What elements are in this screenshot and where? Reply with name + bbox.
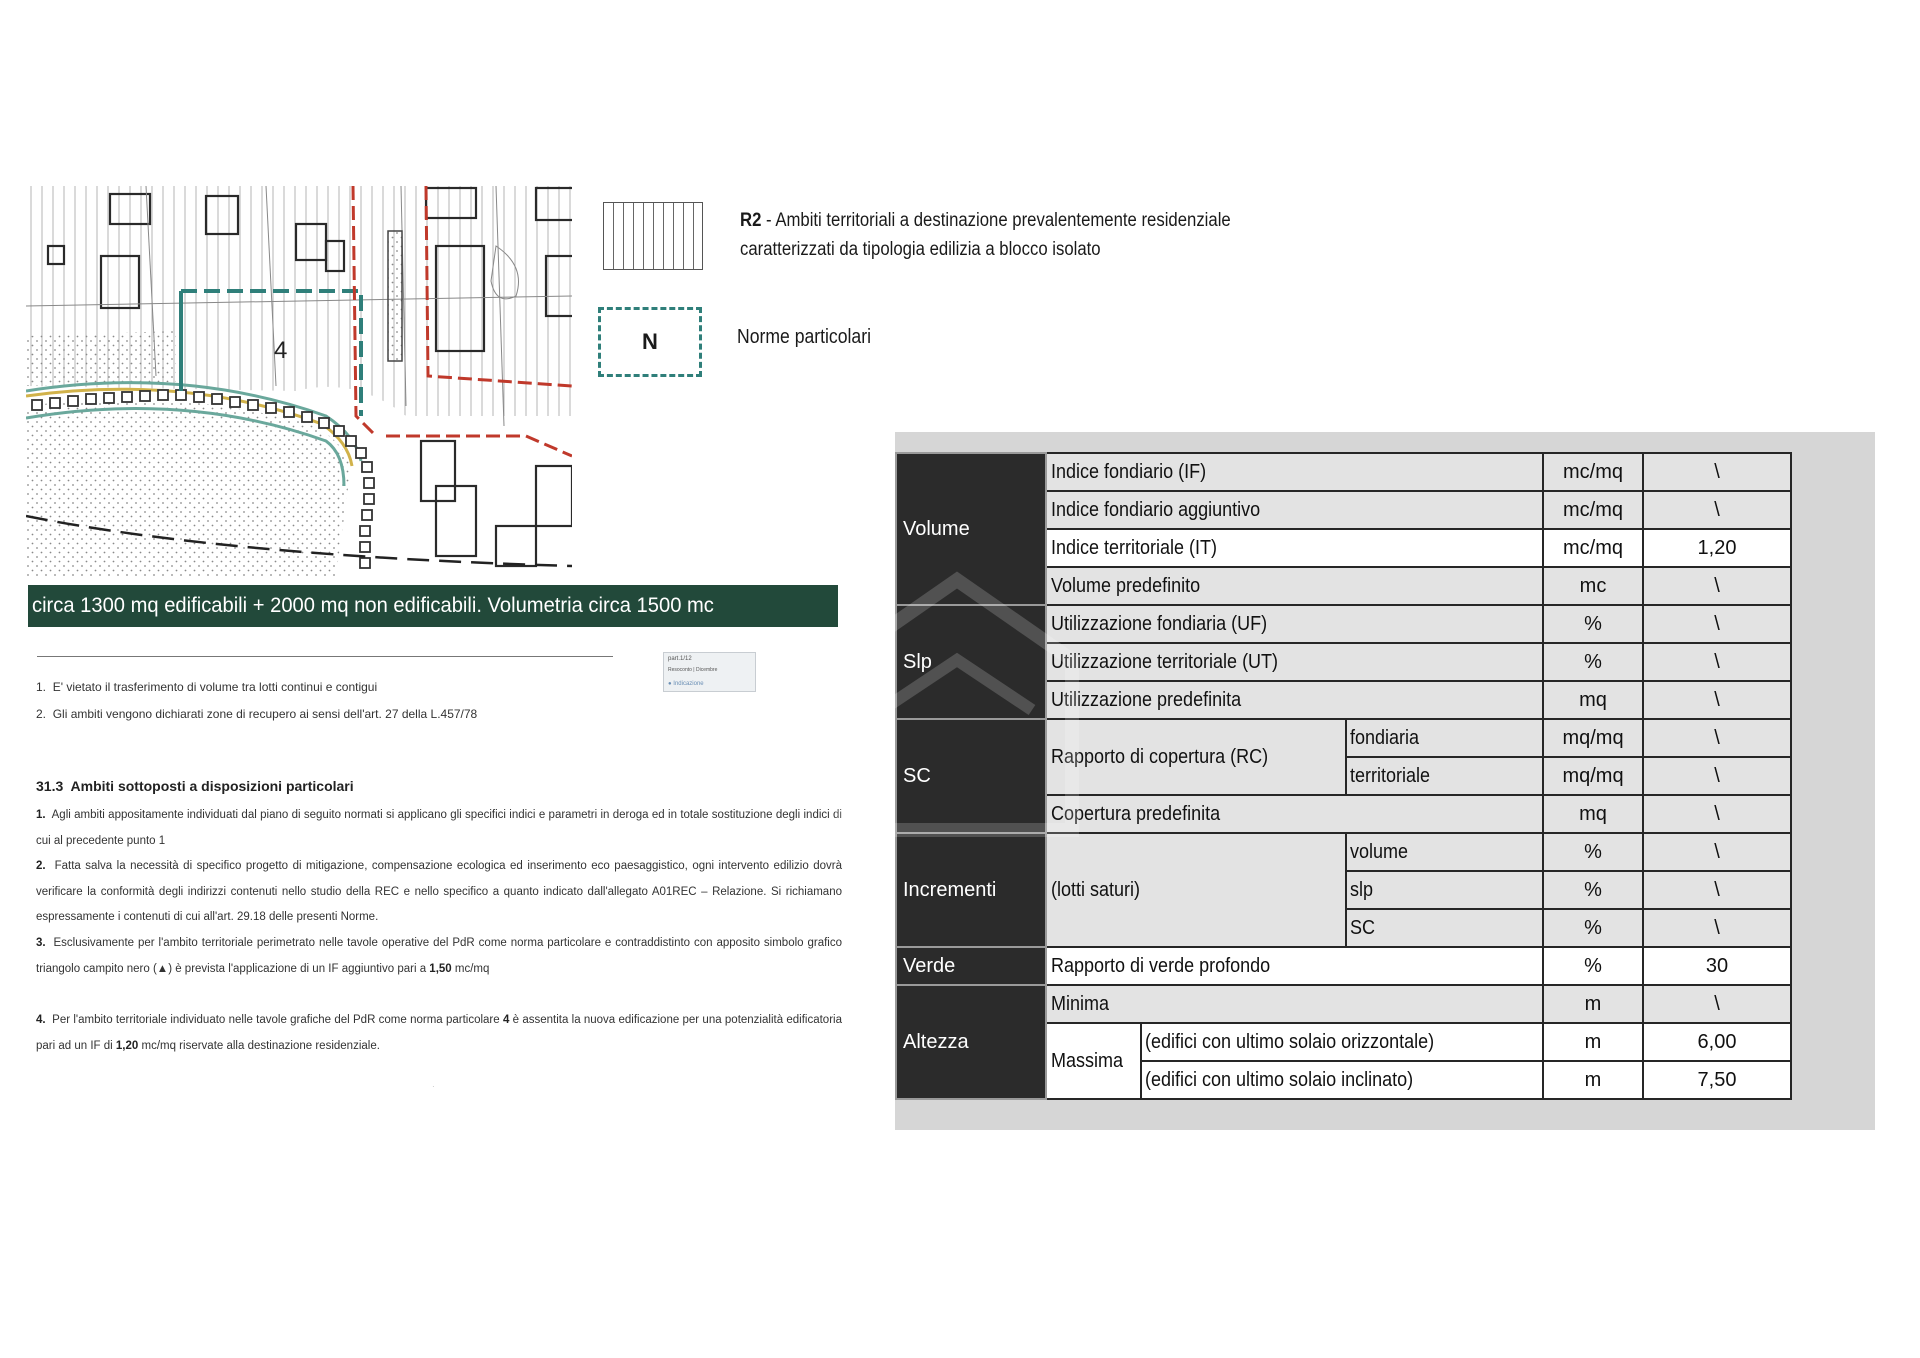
legend-r2-line2: caratterizzati da tipologia edilizia a blocco isolato <box>740 239 1101 260</box>
row-unit: % <box>1543 947 1643 985</box>
paragraph-text: mc/mq riservate alla destinazione residenziale. <box>138 1039 380 1052</box>
row-value: \ <box>1643 605 1791 643</box>
section-paragraph-4 <box>36 1008 842 1059</box>
table-row <box>896 719 1791 757</box>
map-parcel-number: 4 <box>274 337 288 364</box>
row-label: Utilizzazione territoriale (UT) <box>1046 643 1543 681</box>
note-item-1 <box>36 680 377 694</box>
section-paragraph-1 <box>36 803 842 854</box>
paragraph-text: Per l'ambito territoriale individuato nelle tavole grafiche del PdR come norma particolare <box>52 1014 503 1026</box>
paragraph-text: mc/mq <box>451 962 490 975</box>
row-value: \ <box>1643 491 1791 529</box>
row-sublabel: territoriale <box>1346 757 1543 795</box>
stamp-line-3: ● Indicazione <box>668 681 704 687</box>
section-title: Ambiti sottoposti a disposizioni particolari <box>70 778 354 794</box>
row-label: Utilizzazione fondiaria (UF) <box>1046 605 1543 643</box>
table-row <box>896 453 1791 491</box>
row-label: Volume predefinito <box>1046 567 1543 605</box>
row-unit: % <box>1543 643 1643 681</box>
row-label: Indice fondiario aggiuntivo <box>1046 491 1543 529</box>
row-value: \ <box>1643 643 1791 681</box>
row-label: Copertura predefinita <box>1046 795 1543 833</box>
legend-r2-swatch <box>603 202 703 270</box>
urban-parameters-table <box>895 452 1792 1100</box>
row-value: 7,50 <box>1643 1061 1791 1099</box>
paragraph-bold-value: 4 <box>502 1014 510 1026</box>
paragraph-number: 2. <box>36 860 46 872</box>
row-sublabel: slp <box>1346 871 1543 909</box>
row-sublabel: (edifici con ultimo solaio inclinato) <box>1141 1061 1543 1099</box>
row-sublabel: fondiaria <box>1346 719 1543 757</box>
row-value: 6,00 <box>1643 1023 1791 1061</box>
legend-n-label: Norme particolari <box>737 326 871 348</box>
category-slp: Slp <box>896 605 1046 719</box>
stamp-line-1: part.1/12 <box>668 656 692 662</box>
paragraph-number: 3. <box>36 937 46 949</box>
row-unit: % <box>1543 909 1643 947</box>
category-volume: Volume <box>896 453 1046 605</box>
row-unit: mq/mq <box>1543 719 1643 757</box>
note-text: E' vietato il trasferimento di volume tra lotti continui e contigui <box>52 680 378 694</box>
table-row <box>896 985 1791 1023</box>
row-value: 1,20 <box>1643 529 1791 567</box>
row-label: Utilizzazione predefinita <box>1046 681 1543 719</box>
zoning-map-drawing <box>26 186 572 576</box>
category-verde: Verde <box>896 947 1046 985</box>
row-label: Rapporto di copertura (RC) <box>1046 719 1346 795</box>
row-label: Minima <box>1046 985 1543 1023</box>
row-unit: % <box>1543 605 1643 643</box>
legend-n-symbol: N <box>642 329 658 354</box>
row-sublabel: SC <box>1346 909 1543 947</box>
row-label: Rapporto di verde profondo <box>1046 947 1543 985</box>
row-unit: % <box>1543 833 1643 871</box>
paragraph-bold-value: 1,20 <box>115 1039 139 1052</box>
document-stamp <box>663 652 756 692</box>
area-summary-banner <box>28 585 838 627</box>
zoning-map-excerpt <box>26 186 572 576</box>
paragraph-number: 4. <box>36 1014 46 1026</box>
scan-mark: · <box>432 1082 435 1091</box>
row-unit: m <box>1543 1023 1643 1061</box>
row-value: \ <box>1643 871 1791 909</box>
paragraph-text: è assentita la nuova edificazione per una potenzialità edificatoria pari ad un IF di <box>36 1014 842 1052</box>
legend-r2-text <box>740 206 1356 264</box>
row-unit: m <box>1543 985 1643 1023</box>
section-paragraph-2 <box>36 854 842 931</box>
row-value: \ <box>1643 985 1791 1023</box>
paragraph-text: Fatta salva la necessità di specifico progetto di mitigazione, compensazione ecologica ed inserimento eco paesaggistico, ogni intervento edilizio dovrà verificare la conformità degli indirizzi contenuti nello studio della REC e nello specifico a quanto indicato dall'allegato A01REC – Relazione. Si richiamano espressamente i contenuti di cui all'art. 29.18 delle presenti Norme. <box>36 860 842 923</box>
table-row <box>896 605 1791 643</box>
note-item-2 <box>36 707 477 721</box>
row-value: \ <box>1643 453 1791 491</box>
row-sublabel: (edifici con ultimo solaio orizzontale) <box>1141 1023 1543 1061</box>
row-unit: mc/mq <box>1543 491 1643 529</box>
row-value: 30 <box>1643 947 1791 985</box>
banner-text: circa 1300 mq edificabili + 2000 mq non edificabili. Volumetria circa 1500 mc <box>32 594 714 617</box>
divider <box>37 656 613 657</box>
section-heading <box>36 778 354 794</box>
row-unit: mq <box>1543 681 1643 719</box>
row-unit: mc <box>1543 567 1643 605</box>
row-label: Indice territoriale (IT) <box>1046 529 1543 567</box>
note-number: 1. <box>36 680 47 694</box>
paragraph-text: Esclusivamente per l'ambito territoriale perimetrato nelle tavole operative del PdR come norma particolare e contraddistinto con apposito simbolo grafico triangolo campito nero (▲) è prevista l'applicazione di un IF aggiuntivo pari a <box>36 937 843 975</box>
row-value: \ <box>1643 567 1791 605</box>
section-number: 31.3 <box>36 778 64 794</box>
note-number: 2. <box>36 707 47 721</box>
paragraph-bold-value: 1,50 <box>429 962 452 975</box>
category-incrementi: Incrementi <box>896 833 1046 947</box>
section-paragraph-3 <box>36 931 842 982</box>
row-value: \ <box>1643 833 1791 871</box>
row-sublabel: volume <box>1346 833 1543 871</box>
row-unit: % <box>1543 871 1643 909</box>
row-label: (lotti saturi) <box>1046 833 1346 947</box>
row-value: \ <box>1643 681 1791 719</box>
category-sc: SC <box>896 719 1046 833</box>
row-unit: m <box>1543 1061 1643 1099</box>
table-row <box>896 833 1791 871</box>
row-label: Indice fondiario (IF) <box>1046 453 1543 491</box>
row-value: \ <box>1643 757 1791 795</box>
table-row <box>896 947 1791 985</box>
paragraph-number: 1. <box>36 809 46 821</box>
row-value: \ <box>1643 909 1791 947</box>
row-unit: mq/mq <box>1543 757 1643 795</box>
note-text: Gli ambiti vengono dichiarati zone di recupero ai sensi dell'art. 27 della L.457/78 <box>52 707 478 721</box>
legend-r2-code: R2 <box>740 210 762 231</box>
row-value: \ <box>1643 795 1791 833</box>
legend-n-swatch <box>598 307 702 377</box>
paragraph-text: Agli ambiti appositamente individuati dal piano di seguito normati si applicano gli specifici indici e parametri in deroga ed in totale sostituzione degli indici di cui al precedente punto 1 <box>36 809 842 847</box>
row-value: \ <box>1643 719 1791 757</box>
legend-r2-line1: - Ambiti territoriali a destinazione prevalentemente residenziale <box>761 210 1231 231</box>
category-altezza: Altezza <box>896 985 1046 1099</box>
row-unit: mc/mq <box>1543 529 1643 567</box>
row-unit: mc/mq <box>1543 453 1643 491</box>
stamp-line-2: Resoconto | Dicembre <box>668 667 718 673</box>
row-unit: mq <box>1543 795 1643 833</box>
row-label: Massima <box>1046 1023 1141 1099</box>
